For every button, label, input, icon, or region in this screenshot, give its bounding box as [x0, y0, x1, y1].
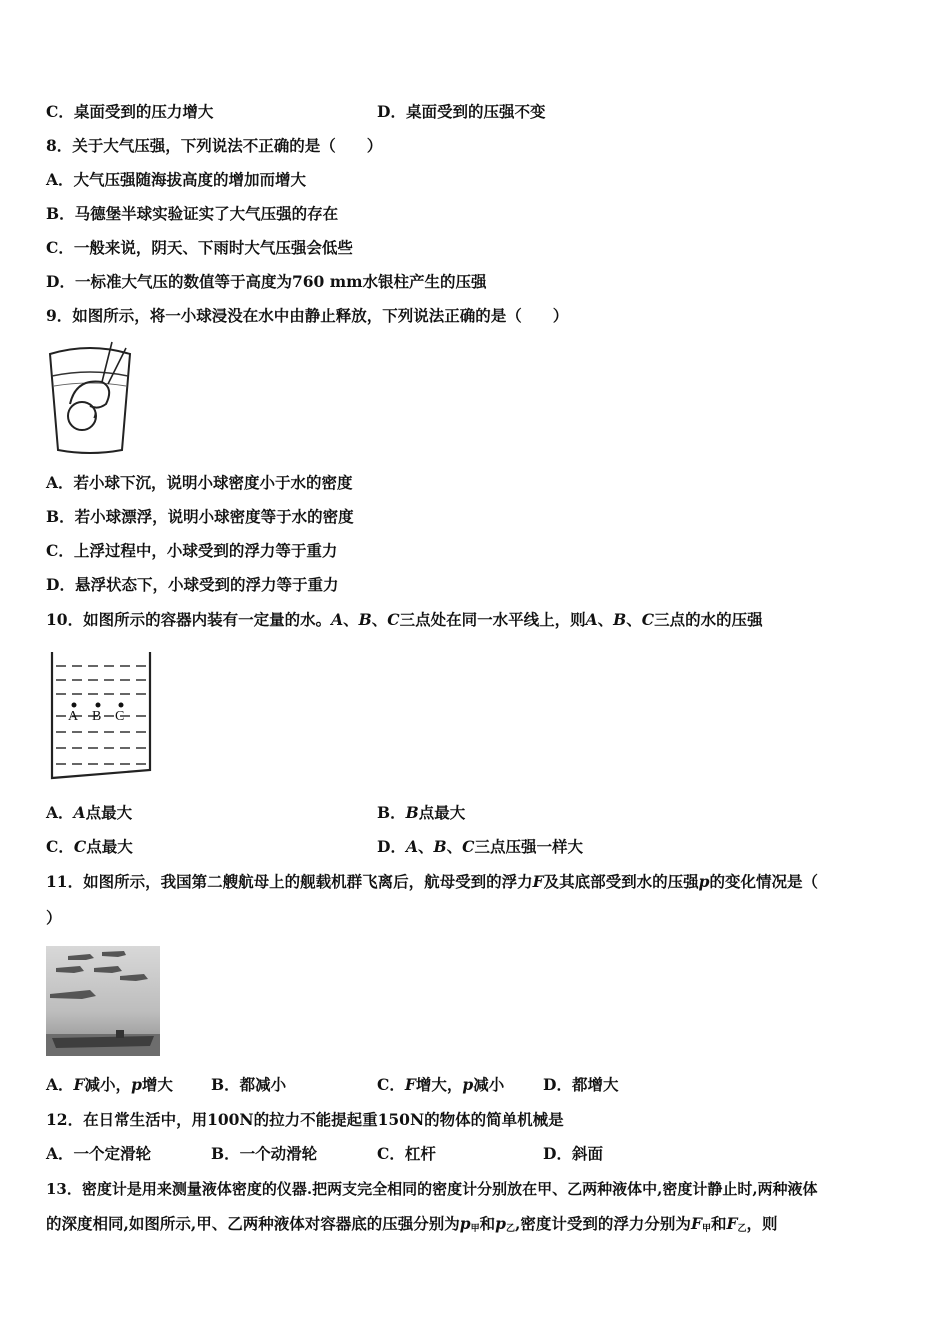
point-c-label: C: [115, 709, 125, 724]
q8-stem: 8．关于大气压强，下列说法不正确的是（ ）: [46, 136, 383, 155]
q8-option-d: D．一标准大气压的数值等于高度为760 mm水银柱产生的压强: [46, 272, 487, 291]
q11-option-a: A．F减小，p增大: [46, 1075, 173, 1094]
q9-option-a: A．若小球下沉，说明小球密度小于水的密度: [46, 473, 353, 492]
q9-option-d: D．悬浮状态下，小球受到的浮力等于重力: [46, 575, 339, 594]
q12-option-c: C．杠杆: [377, 1144, 436, 1163]
q7-option-c: C．桌面受到的压力增大: [46, 102, 214, 121]
q9-option-b: B．若小球漂浮，说明小球密度等于水的密度: [46, 507, 354, 526]
q8-option-a: A．大气压强随海拔高度的增加而增大: [46, 170, 307, 189]
q10-option-d: D．A、B、C三点压强一样大: [377, 837, 583, 856]
water-container-figure: [46, 648, 158, 784]
q11-stem-close: ）: [46, 908, 62, 927]
q12-option-b: B．一个动滑轮: [211, 1144, 318, 1163]
q8-option-b: B．马德堡半球实验证实了大气压强的存在: [46, 204, 339, 223]
q10-option-b: B．B点最大: [377, 803, 466, 822]
beaker-ball-figure: [46, 338, 136, 456]
q11-option-c: C．F增大，p减小: [377, 1075, 505, 1094]
q7-option-d: D．桌面受到的压强不变: [377, 102, 546, 121]
q11-stem: 11．如图所示，我国第二艘航母上的舰载机群飞离后，航母受到的浮力F及其底部受到水的压强p的变化情况是（: [46, 872, 818, 891]
q11-option-b: B．都减小: [211, 1075, 287, 1094]
q12-option-d: D．斜面: [543, 1144, 603, 1163]
q13-stem-line2: 的深度相同,如图所示,甲、乙两种液体对容器底的压强分别为$p_甲$和$p_乙$,密度计受到的浮力分别为$F_甲$和$F_乙$，则: [46, 1214, 778, 1234]
q10-option-c: C．C点最大: [46, 837, 133, 856]
point-a-label: A: [68, 709, 79, 724]
q13-stem-line1: 13．密度计是用来测量液体密度的仪器.把两支完全相同的密度计分别放在甲、乙两种液体中,密度计静止时,两种液体: [46, 1180, 818, 1198]
carrier-photo: [46, 946, 160, 1056]
q12-option-a: A．一个定滑轮: [46, 1144, 152, 1163]
point-b-label: B: [92, 709, 102, 724]
q12-stem: 12．在日常生活中，用100N的拉力不能提起重150N的物体的简单机械是: [46, 1110, 564, 1129]
q10-stem: 10．如图所示的容器内装有一定量的水。A、B、C三点处在同一水平线上，则A、B、C三点的水的压强: [46, 610, 763, 629]
q9-stem: 9．如图所示，将一小球浸没在水中由静止释放，下列说法正确的是（ ）: [46, 306, 569, 325]
q10-option-a: A．A点最大: [46, 803, 133, 822]
q11-option-d: D．都增大: [543, 1075, 619, 1094]
q9-option-c: C．上浮过程中，小球受到的浮力等于重力: [46, 541, 338, 560]
q8-option-c: C．一般来说，阴天、下雨时大气压强会低些: [46, 238, 353, 257]
